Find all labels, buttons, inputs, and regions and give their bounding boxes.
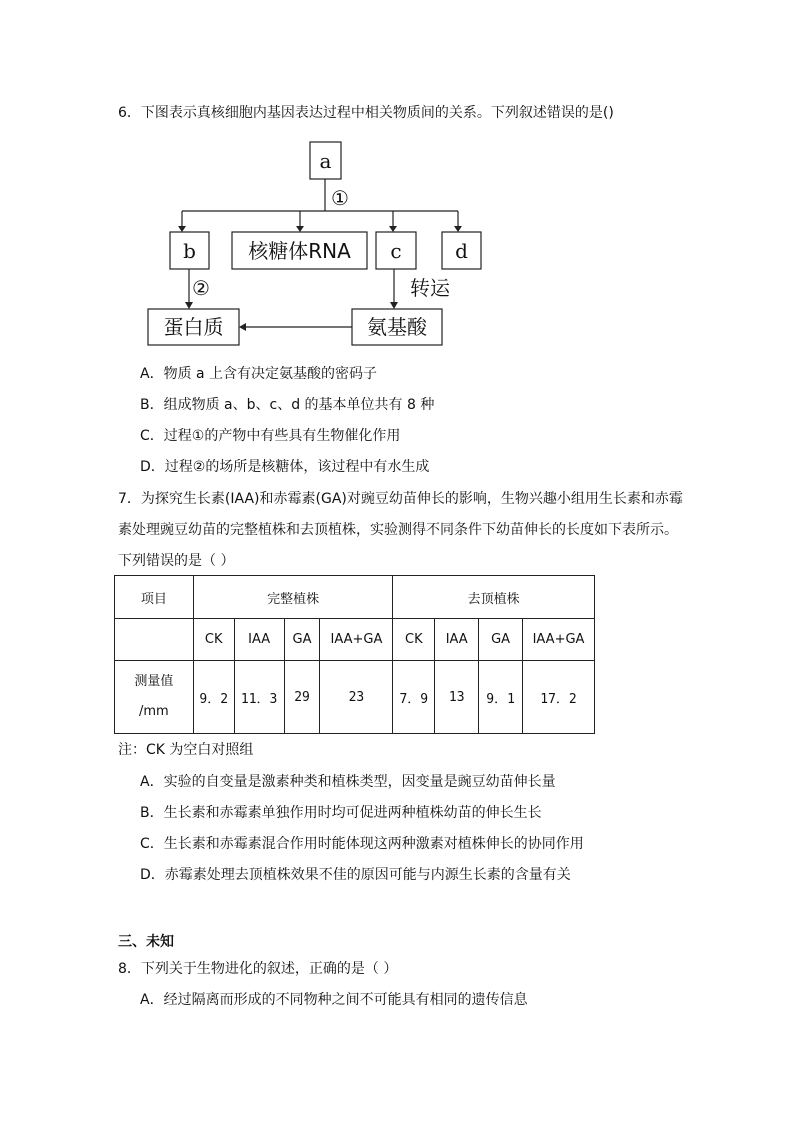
subheader-cell: IAA+GA xyxy=(523,619,595,661)
subheader-cell: IAA xyxy=(435,619,479,661)
label-c: c xyxy=(390,239,402,263)
label-d: d xyxy=(455,239,468,263)
value-cell: 17．2 xyxy=(523,661,595,734)
question-7-stem-line-3: 下列错误的是（ ） xyxy=(118,553,235,569)
q8-option-a: A．经过隔离而形成的不同物种之间不可能具有相同的遗传信息 xyxy=(140,992,528,1008)
value-cell: 23 xyxy=(320,661,393,734)
q7-option-b: B．生长素和赤霉素单独作用时均可促进两种植株幼苗的伸长生长 xyxy=(140,805,542,821)
question-7-stem-line-2: 素处理豌豆幼苗的完整植株和去顶植株，实验测得不同条件下幼苗伸长的长度如下表所示。 xyxy=(118,522,678,538)
subheader-cell: IAA xyxy=(234,619,284,661)
row-label-line-2: /mm xyxy=(139,704,169,719)
label-protein: 蛋白质 xyxy=(163,315,224,339)
q6-option-a: A．物质 a 上含有决定氨基酸的密码子 xyxy=(140,366,378,382)
subheader-cell: CK xyxy=(393,619,435,661)
q7-option-d: D．赤霉素处理去顶植株效果不佳的原因可能与内源生长素的含量有关 xyxy=(140,867,571,883)
experiment-table xyxy=(114,575,595,734)
subheader-cell: GA xyxy=(284,619,320,661)
label-amino-acid: 氨基酸 xyxy=(367,315,427,339)
label-step-2: ② xyxy=(192,276,210,300)
label-transport: 转运 xyxy=(410,276,450,300)
value-cell: 7．9 xyxy=(393,661,435,734)
row-label-line-1: 测量值 xyxy=(134,674,174,689)
value-cell: 29 xyxy=(284,661,320,734)
header-empty-cell xyxy=(115,619,194,661)
label-step-1: ① xyxy=(331,186,349,210)
value-cell: 11．3 xyxy=(234,661,284,734)
subheader-cell: IAA+GA xyxy=(320,619,393,661)
q6-option-d: D．过程②的场所是核糖体，该过程中有水生成 xyxy=(140,459,430,475)
gene-expression-diagram xyxy=(140,138,490,350)
header-item: 项目 xyxy=(115,576,194,619)
section-3-title: 三、未知 xyxy=(118,934,174,950)
subheader-cell: GA xyxy=(479,619,523,661)
q7-note: 注：CK 为空白对照组 xyxy=(118,742,254,758)
header-intact-plant: 完整植株 xyxy=(193,576,393,619)
value-cell: 9．2 xyxy=(193,661,234,734)
value-cell: 13 xyxy=(435,661,479,734)
q7-option-c: C．生长素和赤霉素混合作用时能体现这两种激素对植株伸长的协同作用 xyxy=(140,836,584,852)
label-a: a xyxy=(319,149,332,173)
q6-option-c: C．过程①的产物中有些具有生物催化作用 xyxy=(140,428,401,444)
question-6-stem: 6．下图表示真核细胞内基因表达过程中相关物质间的关系。下列叙述错误的是() xyxy=(118,105,614,121)
value-cell: 9．1 xyxy=(479,661,523,734)
q7-option-a: A．实验的自变量是激素种类和植株类型，因变量是豌豆幼苗伸长量 xyxy=(140,774,556,790)
label-ribosomal-rna: 核糖体RNA xyxy=(248,239,351,263)
header-decapitated-plant: 去顶植株 xyxy=(393,576,595,619)
q6-option-b: B．组成物质 a、b、c、d 的基本单位共有 8 种 xyxy=(140,397,435,413)
label-b: b xyxy=(183,239,196,263)
subheader-cell: CK xyxy=(193,619,234,661)
row-label-measured-value xyxy=(115,661,194,734)
question-7-stem-line-1: 7．为探究生长素(IAA)和赤霉素(GA)对豌豆幼苗伸长的影响，生物兴趣小组用生长素和赤霉 xyxy=(118,491,683,507)
question-8-stem: 8．下列关于生物进化的叙述，正确的是（ ） xyxy=(118,961,398,977)
